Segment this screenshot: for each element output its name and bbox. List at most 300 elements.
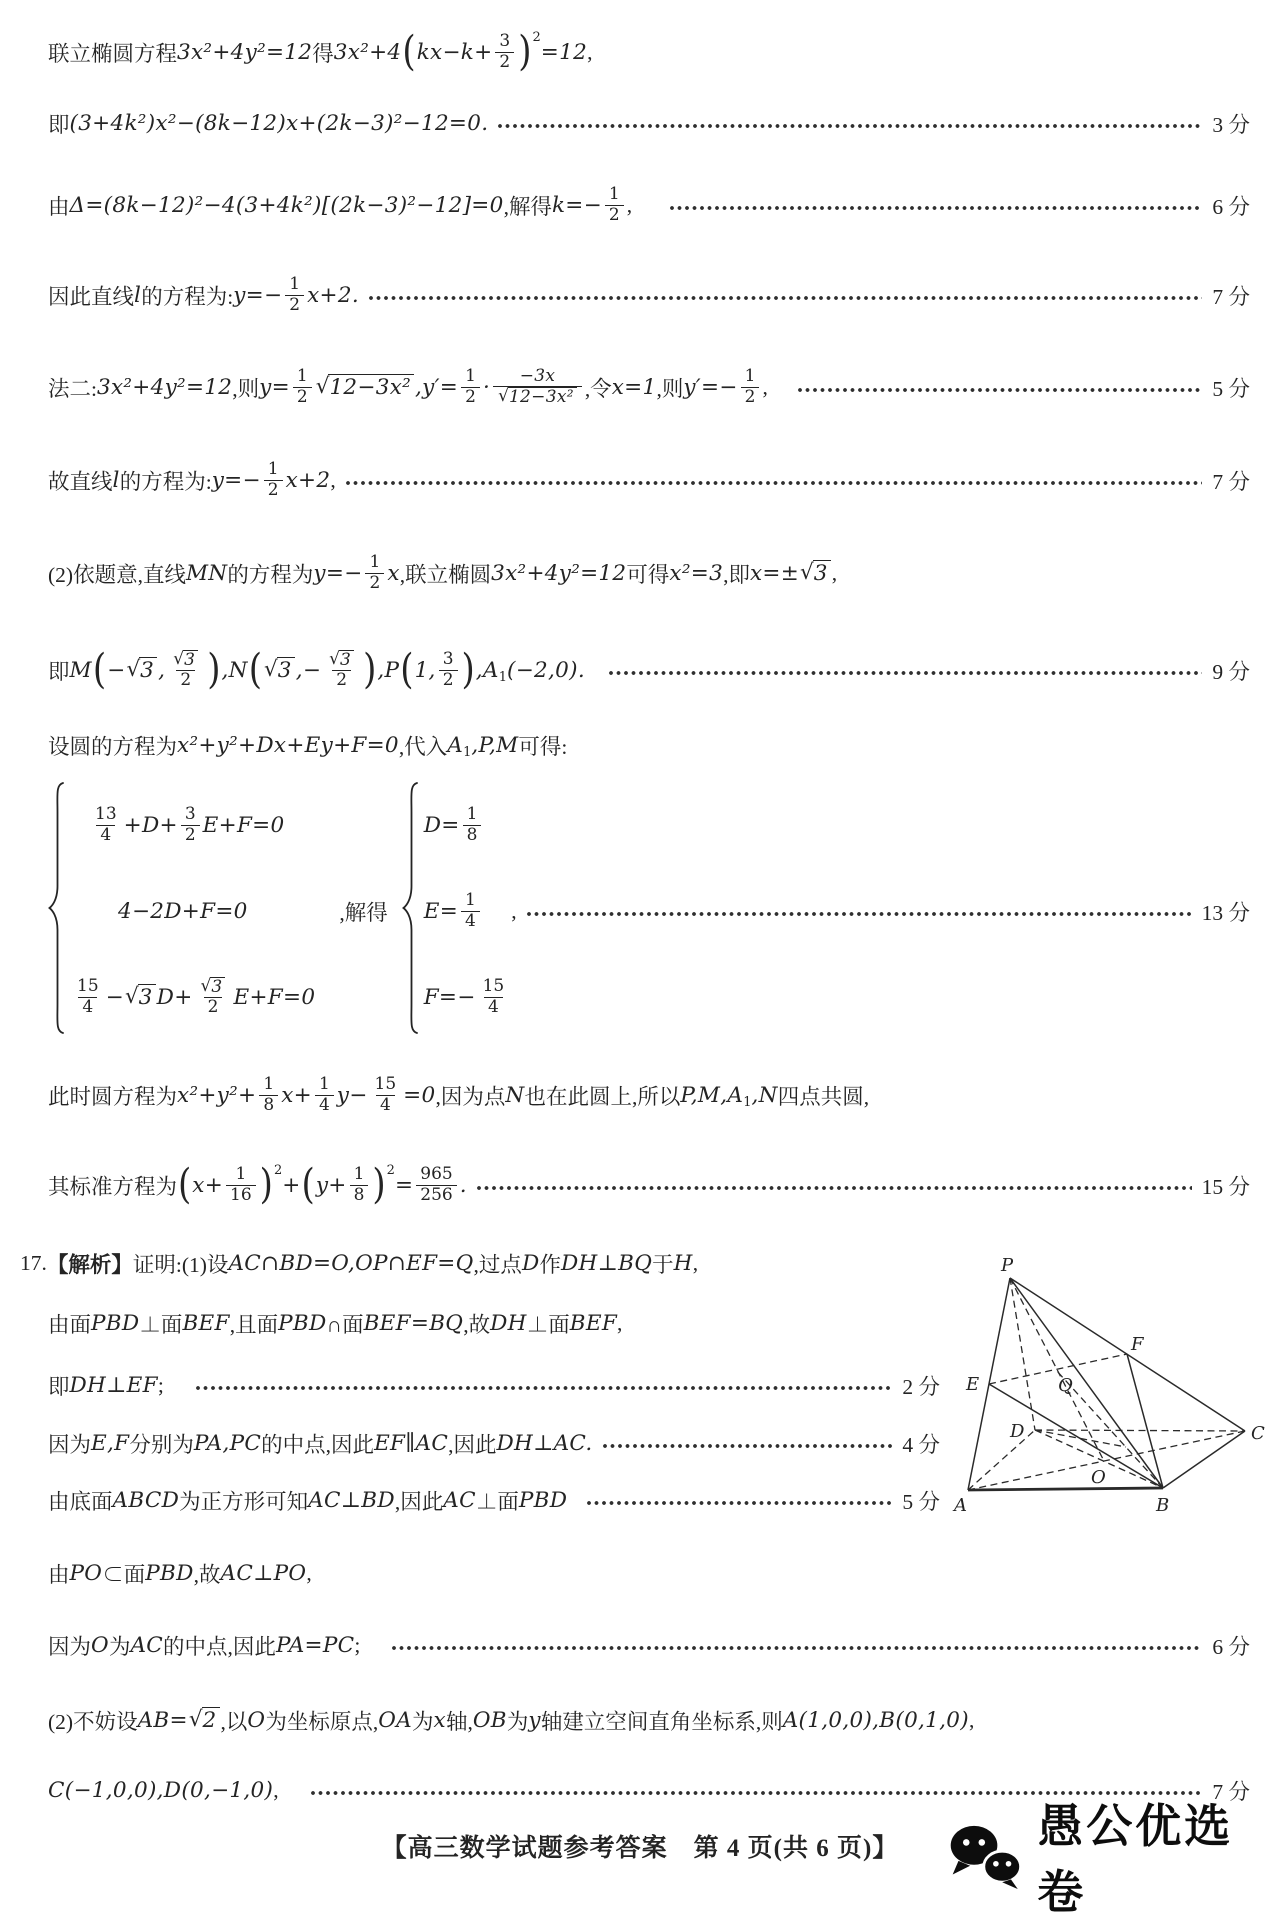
text-run: 的方程为 xyxy=(227,562,314,587)
math-run: 3 xyxy=(140,658,155,683)
math-sqrt: √ 12−3x² xyxy=(316,374,414,400)
score-label: 15 分 xyxy=(1201,1174,1250,1199)
solution-line xyxy=(48,1553,312,1593)
figure-edge-PB xyxy=(1010,1278,1163,1488)
spacer xyxy=(768,387,788,388)
text-run: 因为 xyxy=(48,1634,92,1659)
solution-line xyxy=(48,1480,940,1520)
math-run: H xyxy=(673,1250,693,1276)
math-run: BEF xyxy=(182,1310,230,1336)
math-run: DH⊥EF xyxy=(69,1372,158,1398)
math-fraction: $\frac{3}{2}$ xyxy=(439,650,458,689)
math-run: DH⊥BQ xyxy=(561,1250,653,1276)
math-run: 3 xyxy=(813,561,828,586)
score-label: 5 分 xyxy=(1212,376,1250,401)
text-run: 四点共圆, xyxy=(777,1084,870,1109)
math-run: AC xyxy=(443,1487,476,1513)
system-brace xyxy=(402,782,418,1040)
text-run: ,故 xyxy=(463,1312,491,1337)
dots-leader xyxy=(798,388,1203,392)
math-run: x²=3 xyxy=(669,560,724,586)
system-solution-row xyxy=(424,868,512,954)
math-run: A(1,0,0),B(0,1,0) xyxy=(782,1707,969,1733)
math-run: (−2,0). xyxy=(507,657,585,683)
score-label: 3 分 xyxy=(1212,112,1250,137)
text-run: 的方程为: xyxy=(141,284,234,309)
solution-line xyxy=(48,444,1250,516)
math-run: 12−3x² xyxy=(329,375,412,400)
math-fraction: $\frac{1}{2}$ xyxy=(285,275,304,314)
math-run: E= xyxy=(423,898,459,924)
figure-edge-PD xyxy=(1010,1278,1035,1430)
score-label: 7 分 xyxy=(1212,1779,1250,1804)
math-run: · xyxy=(482,374,491,400)
superscript: 2 xyxy=(386,1162,395,1178)
math-fraction: $\frac{15}{4}$ xyxy=(374,1074,397,1115)
math-sqrt: √ 3 xyxy=(173,650,198,670)
math-fraction: $\frac{1}{16}$ xyxy=(226,1165,256,1204)
math-run: +D+ xyxy=(123,812,178,838)
score-label: 7 分 xyxy=(1212,284,1250,309)
solution-line xyxy=(48,259,1250,331)
solution-line xyxy=(48,1303,622,1343)
big-paren: ( xyxy=(301,1161,315,1209)
text-run: (2)不妨设 xyxy=(48,1709,138,1734)
math-run: EF∥AC xyxy=(374,1430,449,1456)
math-run: ,P,M xyxy=(471,732,519,758)
math-run: x+2. xyxy=(307,282,359,308)
text-run: ; xyxy=(157,1372,164,1397)
dots-leader xyxy=(392,1646,1202,1650)
math-run: D= xyxy=(423,812,460,838)
text-run: , xyxy=(511,898,517,923)
solution-line xyxy=(48,537,837,609)
math-fraction: $\frac{965}{256}$ xyxy=(416,1165,456,1204)
figure-label-P: P xyxy=(1001,1255,1014,1276)
text-run: 可得 xyxy=(626,562,670,587)
geometry-figure xyxy=(948,1253,1278,1521)
solution-line xyxy=(48,1145,1250,1225)
text-run: 其标准方程为 xyxy=(48,1174,178,1199)
math-run: y= xyxy=(259,374,290,400)
text-run: 证明:(1)设 xyxy=(132,1252,229,1277)
figure-label-E: E xyxy=(966,1374,980,1395)
spacer xyxy=(632,205,660,206)
solution-line xyxy=(48,103,1250,143)
big-paren: ) xyxy=(518,27,532,76)
math-fraction: $\frac{1}{4}$ xyxy=(315,1075,334,1114)
solution-line xyxy=(48,1365,940,1405)
math-run: E+F=0 xyxy=(233,984,316,1010)
dots-leader xyxy=(369,296,1202,300)
text-run: , xyxy=(330,467,336,492)
text-run: 为 xyxy=(412,1709,434,1734)
score-label: 4 分 xyxy=(902,1432,940,1457)
math-run: x²+y²+Dx+Ey+F=0 xyxy=(177,732,399,758)
math-run: y=− xyxy=(211,467,261,493)
math-run: x+ xyxy=(192,1172,224,1198)
spacer xyxy=(360,1645,382,1646)
dots-leader xyxy=(603,1444,893,1448)
big-paren: ) xyxy=(259,1161,273,1209)
math-run: BEF=BQ xyxy=(363,1310,464,1336)
math-run: . xyxy=(459,1172,467,1198)
math-fraction: $\frac{13}{4}$ xyxy=(95,804,117,845)
text-run: 轴, xyxy=(445,1709,473,1734)
dots-leader xyxy=(609,671,1202,675)
math-run: PBD xyxy=(145,1560,194,1586)
text-run: ,因此 xyxy=(448,1432,497,1457)
big-paren: ( xyxy=(402,27,416,76)
system-equation-row xyxy=(70,954,315,1040)
text-run: 得 xyxy=(312,41,334,66)
score-label: 6 分 xyxy=(1212,194,1250,219)
math-sqrt: √ 3 xyxy=(800,560,831,586)
text-run: 的中点,因此 xyxy=(261,1432,375,1457)
math-fraction: $\frac{15}{4}$ xyxy=(482,976,505,1017)
text-run: ,以 xyxy=(220,1709,248,1734)
math-fraction: $\frac{1}{8}$ xyxy=(259,1075,278,1114)
text-run: ⊂面 xyxy=(102,1562,146,1587)
math-sqrt: √ 3 xyxy=(329,650,354,670)
math-run: AC xyxy=(130,1632,164,1658)
text-run: ,故 xyxy=(193,1562,221,1587)
math-run: DH⊥AC. xyxy=(496,1430,593,1456)
math-run: − xyxy=(107,657,126,683)
math-run: OA xyxy=(378,1707,412,1733)
math-fraction: $\frac{1}{4}$ xyxy=(461,891,480,930)
math-run: x xyxy=(433,1707,446,1733)
math-fraction: $\frac{1}{2}$ xyxy=(741,367,760,406)
page-footer xyxy=(0,1828,1280,1864)
math-run: =12 xyxy=(540,39,588,65)
system-solution-row xyxy=(424,782,512,868)
math-run: ABCD xyxy=(112,1487,180,1513)
math-run: 3x²+4y²=12 xyxy=(96,374,233,400)
math-run: Δ=(8k−12)²−4(3+4k²)[(2k−3)²−12]=0 xyxy=(69,192,504,218)
math-run: AC⊥PO xyxy=(220,1560,307,1586)
text-run: 分别为 xyxy=(129,1432,194,1457)
big-paren: ) xyxy=(461,646,475,694)
system-equation-row xyxy=(70,868,315,954)
text-run: 法二: xyxy=(48,376,97,401)
math-run: 3x²+4y²=12 xyxy=(177,39,313,65)
figure-label-D: D xyxy=(1010,1421,1025,1442)
score-label: 5 分 xyxy=(902,1489,940,1514)
text-run: ; xyxy=(354,1632,361,1657)
text-run: ⊥面 xyxy=(526,1312,570,1337)
text-run: 为正方形可知 xyxy=(179,1489,309,1514)
text-run: , xyxy=(587,39,593,64)
spacer xyxy=(279,1790,301,1791)
math-run: D+ xyxy=(156,984,193,1010)
math-fraction: √ 3 2 xyxy=(196,977,231,1017)
math-run: ,P xyxy=(377,657,400,683)
math-run: y xyxy=(528,1707,541,1733)
text-run: ,联立椭圆 xyxy=(399,562,492,587)
math-sqrt: √ 2 xyxy=(189,1707,220,1733)
text-run: , xyxy=(617,1310,623,1335)
math-run: , xyxy=(158,657,166,683)
big-paren: ( xyxy=(92,646,107,694)
solution-line xyxy=(48,1625,1250,1665)
text-run: 即 xyxy=(48,112,70,137)
text-run: 的方程为: xyxy=(119,469,212,494)
text-run: 此时圆方程为 xyxy=(48,1084,178,1109)
text-run: ⊥面 xyxy=(139,1312,183,1337)
text-run: 可得: xyxy=(518,734,568,759)
text-run: ,解得 xyxy=(503,194,552,219)
math-run: AC⊥BD xyxy=(308,1487,395,1513)
text-run: , xyxy=(968,1707,975,1732)
math-run: x=± xyxy=(749,560,800,586)
score-label: 13 分 xyxy=(1201,900,1250,925)
dots-leader xyxy=(477,1186,1192,1190)
footer-text: 【高三数学试题参考答案 第 4 页(共 6 页)】 xyxy=(381,1835,899,1862)
math-run: x+ xyxy=(281,1082,312,1108)
solution-line xyxy=(48,18,592,86)
solution-line xyxy=(48,169,1250,241)
system-equation-row xyxy=(70,782,315,868)
math-run: = xyxy=(394,1172,414,1198)
math-sqrt: √ 3 xyxy=(126,657,157,683)
system-solutions xyxy=(424,782,512,1040)
math-run: D xyxy=(521,1250,540,1276)
math-run: DH xyxy=(490,1310,527,1336)
bold-text-run: 【解析】 xyxy=(46,1252,133,1277)
math-run: 3 xyxy=(184,649,196,670)
text-run: ,则 xyxy=(656,376,684,401)
math-run: N xyxy=(505,1082,525,1108)
score-label: 9 分 xyxy=(1212,659,1250,684)
math-run: kx−k+ xyxy=(416,39,493,65)
figure-label-B: B xyxy=(1156,1495,1170,1516)
math-run: y′=− xyxy=(683,374,738,400)
math-run: E,F xyxy=(91,1430,130,1456)
solution-line xyxy=(20,1243,698,1283)
math-fraction: $\frac{15}{4}$ xyxy=(77,976,99,1017)
math-run: k=− xyxy=(551,192,602,218)
math-run: MN xyxy=(185,560,228,586)
solution-line xyxy=(48,339,1250,435)
math-fraction: $\frac{1}{2}$ xyxy=(264,460,283,499)
math-run: y− xyxy=(336,1082,368,1108)
math-run: l xyxy=(134,282,142,308)
text-run: , xyxy=(762,374,768,399)
math-run: A xyxy=(447,732,464,758)
text-run: 即 xyxy=(48,1374,70,1399)
dots-leader xyxy=(587,1501,892,1505)
subscript: 1 xyxy=(463,744,472,760)
dots-leader xyxy=(498,124,1202,128)
figure-label-A: A xyxy=(954,1495,967,1516)
math-run: C(−1,0,0),D(0,−1,0) xyxy=(48,1777,274,1803)
text-run: (2)依题意,直线 xyxy=(48,562,186,587)
watermark-text: 愚公优选卷 xyxy=(1037,1800,1234,1918)
text-run: 轴建立空间直角坐标系,则 xyxy=(540,1709,783,1734)
math-run: M xyxy=(69,657,92,683)
text-run: , xyxy=(273,1777,279,1802)
text-run: ,且面 xyxy=(229,1312,279,1337)
spacer xyxy=(567,1500,577,1501)
equation-system-line xyxy=(48,782,1250,1040)
dots-leader xyxy=(346,481,1203,485)
math-run: =0 xyxy=(403,1082,436,1108)
math-fraction: $\frac{1}{2}$ xyxy=(605,185,624,224)
text-run: 由 xyxy=(48,194,70,219)
math-run: + xyxy=(282,1172,301,1198)
solution-line xyxy=(48,1423,940,1463)
figure-label-F: F xyxy=(1131,1334,1144,1355)
math-run: 3 xyxy=(340,649,352,670)
score-label: 7 分 xyxy=(1212,469,1250,494)
text-run: 为 xyxy=(108,1634,131,1659)
system-brace xyxy=(48,782,64,1040)
system-solution-row xyxy=(424,954,512,1040)
math-fraction xyxy=(493,367,582,407)
math-fraction: $\frac{1}{2}$ xyxy=(365,553,384,592)
math-run: O xyxy=(247,1707,266,1733)
big-paren: ( xyxy=(248,646,263,694)
text-run: ,因此 xyxy=(394,1489,444,1514)
math-run: x=1 xyxy=(611,374,657,400)
math-run: F=− xyxy=(423,984,476,1010)
figure-edge-AB xyxy=(968,1488,1163,1490)
text-run: ∩面 xyxy=(326,1312,364,1337)
text-run: 的中点,因此 xyxy=(163,1634,276,1659)
math-run: 3 xyxy=(138,985,153,1010)
math-sqrt: √ 12−3x² xyxy=(498,387,577,407)
text-run: , xyxy=(831,560,838,585)
superscript: 2 xyxy=(532,29,541,45)
math-run: BEF xyxy=(569,1310,618,1336)
math-run: y=− xyxy=(233,282,283,308)
score-label: 2 分 xyxy=(902,1374,940,1399)
text-run: , xyxy=(306,1560,312,1585)
big-paren: ( xyxy=(178,1161,192,1209)
math-fraction: $\frac{1}{8}$ xyxy=(463,805,482,844)
text-run: 故直线 xyxy=(48,469,113,494)
big-paren: ) xyxy=(372,1161,386,1209)
math-sqrt: √ 3 xyxy=(264,657,295,683)
big-paren: ( xyxy=(400,646,414,694)
math-run: (3+4k²)x²−(8k−12)x+(2k−3)²−12=0. xyxy=(69,110,489,136)
spacer xyxy=(164,1385,186,1386)
math-run: OB xyxy=(472,1707,507,1733)
math-run: AB= xyxy=(137,1707,188,1733)
big-paren: ) xyxy=(363,646,377,694)
text-run: ,则 xyxy=(232,376,260,401)
math-run: x xyxy=(387,560,400,586)
figure-edge-BC xyxy=(1163,1431,1245,1488)
text-run: 作 xyxy=(539,1252,561,1277)
text-run: 因为 xyxy=(48,1432,92,1457)
text-run: ,因为点 xyxy=(435,1084,506,1109)
math-fraction: $\frac{3}{2}$ xyxy=(181,805,200,844)
math-run: E+F=0 xyxy=(202,812,285,838)
math-run: PO xyxy=(69,1560,103,1586)
pyramid-diagram xyxy=(948,1253,1278,1521)
math-run: O xyxy=(91,1632,109,1658)
math-run: −3x xyxy=(519,365,556,386)
math-fraction: √ 3 2 xyxy=(168,650,203,690)
text-run: ,代入 xyxy=(398,734,448,759)
score-label: 6 分 xyxy=(1212,1634,1250,1659)
math-run: 3x²+4y²=12 xyxy=(491,560,627,586)
math-run: PBD xyxy=(91,1310,140,1336)
text-run: ,即 xyxy=(723,562,750,587)
dots-leader xyxy=(527,912,1192,916)
solution-line xyxy=(48,628,1250,712)
solve-label: ,解得 xyxy=(339,900,388,925)
math-fraction: $\frac{1}{8}$ xyxy=(350,1165,369,1204)
solution-line xyxy=(48,1698,974,1742)
math-fraction: $\frac{3}{2}$ xyxy=(495,32,514,71)
math-run: 1, xyxy=(414,657,436,683)
math-run: 3x²+4 xyxy=(333,39,402,65)
math-run: y+ xyxy=(315,1172,347,1198)
solution-line xyxy=(48,1059,869,1131)
text-run: , xyxy=(626,192,633,217)
math-run: l xyxy=(112,467,120,493)
math-fraction: $\frac{1}{2}$ xyxy=(293,367,312,406)
text-run: ,令 xyxy=(584,376,612,401)
text-run: , xyxy=(692,1250,699,1275)
math-fraction: $\frac{1}{2}$ xyxy=(461,367,480,406)
text-run: 由 xyxy=(48,1562,70,1587)
dots-leader xyxy=(196,1386,893,1390)
subscript: 1 xyxy=(498,669,508,685)
text-run: ⊥面 xyxy=(475,1489,519,1514)
text-run: 由底面 xyxy=(48,1489,113,1514)
text-run: 由面 xyxy=(48,1312,92,1337)
math-run: x+2 xyxy=(285,467,331,493)
figure-label-O: O xyxy=(1091,1467,1106,1488)
math-run: 3 xyxy=(277,658,292,683)
math-run: − xyxy=(105,984,124,1010)
math-run: 2 xyxy=(202,1708,217,1733)
math-run: 3 xyxy=(211,976,223,997)
math-run: 4−2D+F=0 xyxy=(118,898,248,924)
dots-leader xyxy=(670,206,1202,210)
text-run: 为 xyxy=(506,1709,529,1734)
figure-label-Q: Q xyxy=(1058,1375,1073,1396)
math-run: ,N xyxy=(221,657,248,683)
math-run: PBD xyxy=(278,1310,327,1336)
system-equations xyxy=(70,782,315,1040)
math-run: x²+y²+ xyxy=(177,1082,257,1108)
math-run: P,M,A xyxy=(680,1082,744,1108)
math-sqrt: √ 3 xyxy=(125,984,156,1010)
math-run: y=− xyxy=(313,560,363,586)
math-run: PA=PC xyxy=(275,1632,355,1658)
math-run: AC∩BD=O,OP∩EF=Q xyxy=(228,1250,474,1276)
text-run: ,过点 xyxy=(473,1252,522,1277)
math-run: ,N xyxy=(751,1082,778,1108)
math-sqrt: √ 3 xyxy=(201,977,226,997)
math-run: ,A xyxy=(475,657,499,683)
text-run: 联立椭圆方程 xyxy=(48,41,178,66)
math-run: ,− xyxy=(295,657,322,683)
big-paren: ) xyxy=(207,646,221,694)
math-run: PBD xyxy=(518,1487,568,1513)
text-run: 也在此圆上,所以 xyxy=(524,1084,681,1109)
text-run: 即 xyxy=(48,659,70,684)
math-run: ,y′= xyxy=(415,374,459,400)
subscript: 1 xyxy=(743,1094,752,1110)
text-run: 为坐标原点, xyxy=(265,1709,379,1734)
text-run: 因此直线 xyxy=(48,284,135,309)
